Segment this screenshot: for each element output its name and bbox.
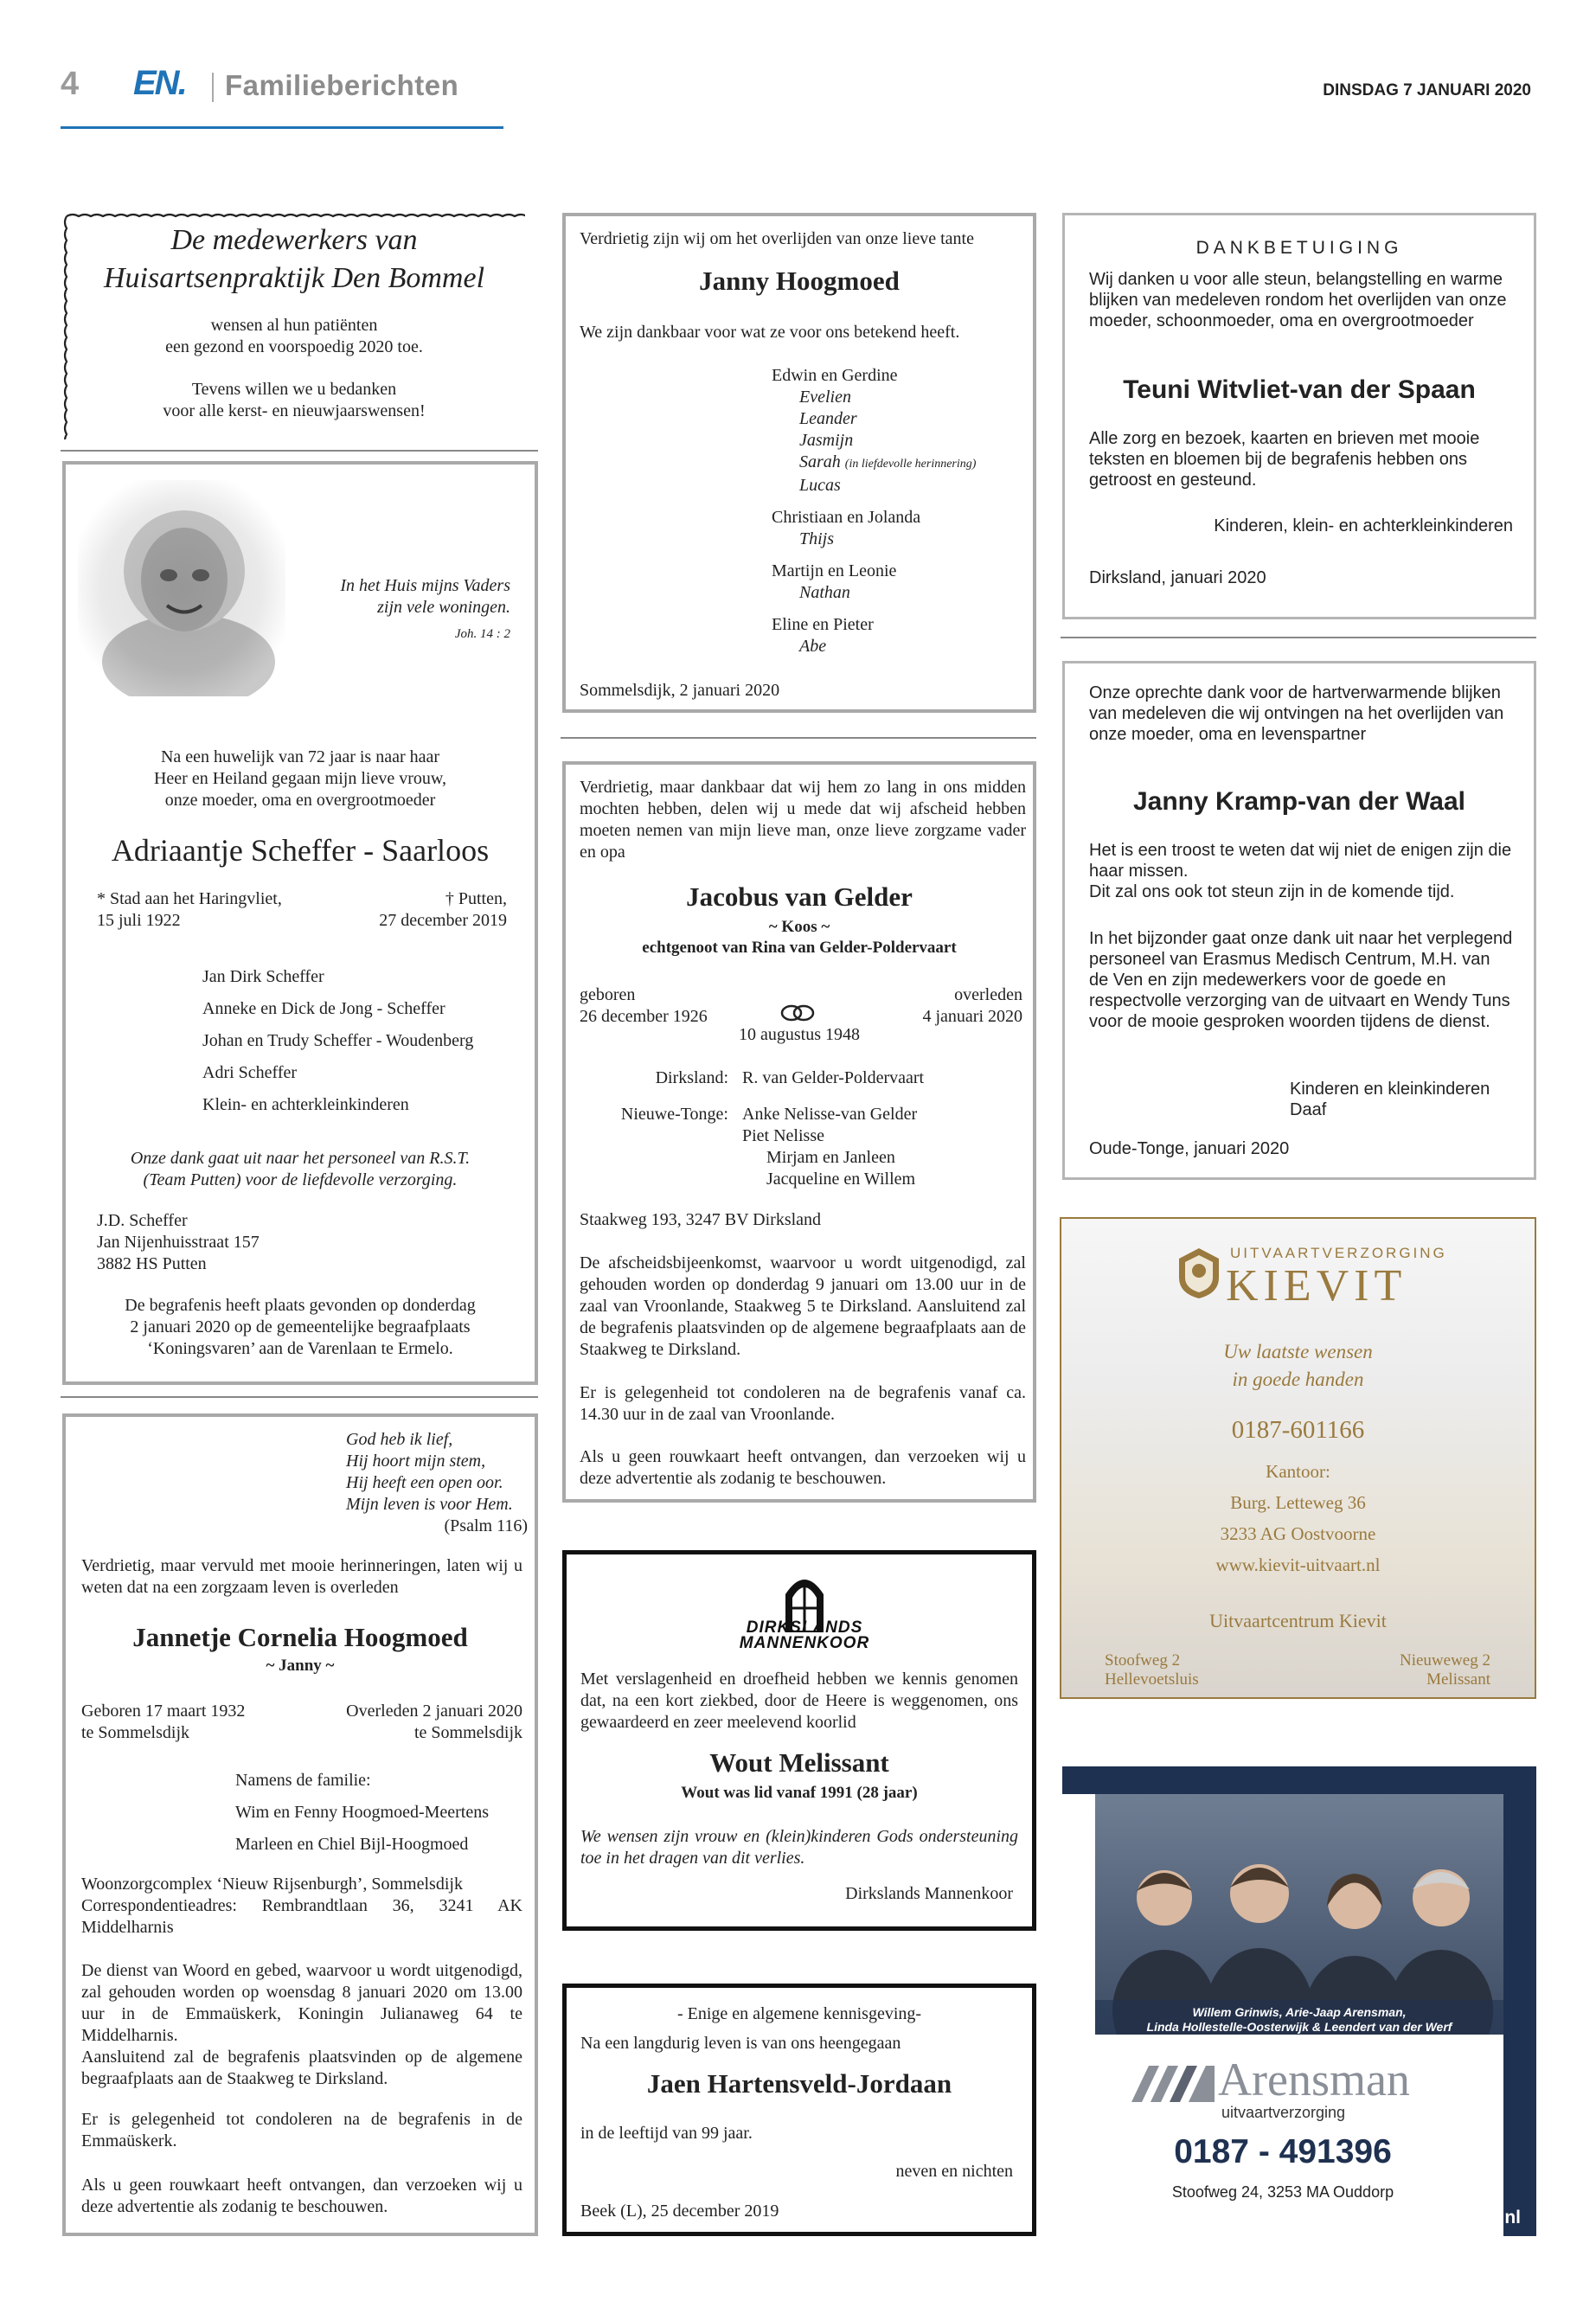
deceased-name: Jacobus van Gelder	[686, 881, 913, 912]
death-date: Overleden 2 januari 2020	[346, 1702, 522, 1721]
deceased-name: Wout Melissant	[709, 1747, 889, 1778]
deceased-name: Janny Kramp-van der Waal	[1132, 787, 1465, 816]
intro-text: Verdrietig zijn wij om het overlijden van onze lieve tante	[580, 229, 974, 248]
ad-kievit	[1060, 1217, 1536, 1699]
family-child-memory	[772, 452, 1031, 475]
intro-text: Verdrietig, maar vervuld met mooie herinneringen, laten wij u weten dat na een zorgzaam leven is overleden	[81, 1556, 522, 1597]
address-line-2: Correspondentieadres: Rembrandtlaan 36, 3241 AK Middelharnis	[81, 1896, 522, 1937]
ad-title-line-2: Huisartsenpraktijk Den Bommel	[103, 262, 485, 294]
verse-line: God heb ik lief,	[346, 1430, 453, 1449]
thanks-line-2: (Team Putten) voor de liefdevolle verzorging.	[143, 1170, 458, 1189]
brand-name: KIEVIT	[1226, 1261, 1407, 1311]
separator	[61, 1396, 538, 1398]
brand-name: Arensman	[1218, 2054, 1410, 2106]
signature: Kinderen, klein- en achterkleinkinderen	[1214, 516, 1513, 535]
ad-huisartsenpraktijk	[63, 213, 525, 439]
family-child: Jasmijn	[799, 431, 854, 450]
location-city: Melissant	[1426, 1670, 1490, 1689]
portrait-photo	[78, 480, 285, 696]
ad-hartensveld	[562, 1984, 1036, 2236]
logo-text-2: MANNENKOOR	[739, 1634, 870, 1652]
wish-text: We wensen zijn vrouw en (klein)kinderen Gods ondersteuning toe in het dragen van dit verlies.	[580, 1827, 1018, 1868]
signature: Dirkslands Mannenkoor	[845, 1884, 1013, 1903]
nickname: ~ Janny ~	[266, 1657, 335, 1675]
verse-line: Hij hoort mijn stem,	[346, 1452, 486, 1471]
team-photo	[1095, 1794, 1503, 2035]
family-couple: Eline en Pieter	[772, 615, 874, 634]
family-list	[772, 365, 1031, 657]
family-member: Jacqueline en Willem	[766, 1170, 916, 1189]
intro-text: Met verslagenheid en droefheid hebben we kennis genomen dat, na een kort ziekbed, door de Heere is weggenomen, ons gewaardeerd en zeer meelevend koorlid	[580, 1670, 1018, 1732]
header-divider	[212, 73, 214, 102]
line-1: wensen al hun patiënten	[210, 316, 378, 335]
family-child: Nathan	[799, 583, 850, 602]
separator	[61, 450, 538, 452]
ad-jannetje-hoogmoed	[62, 1413, 538, 2236]
address-line-1: Woonzorgcomplex ‘Nieuw Rijsenburgh’, Sommelsdijk	[81, 1875, 463, 1894]
family-member: Mirjam en Janleen	[766, 1148, 895, 1167]
place-date: Dirksland, januari 2020	[1089, 568, 1266, 587]
family-list	[202, 961, 531, 1121]
logo-text-1: DIRKSLANDS	[746, 1618, 863, 1637]
text-line-1: Het is een troost te weten dat wij niet de enigen zijn die haar missen.	[1089, 841, 1512, 881]
intro-line-2: Heer en Heiland gegaan mijn lieve vrouw,	[153, 769, 447, 788]
birth-info	[580, 984, 770, 1028]
phone-number: 0187 - 491396	[1174, 2133, 1392, 2170]
child-name: Sarah	[799, 452, 841, 471]
address	[81, 1874, 522, 1939]
line-4: voor alle kerst- en nieuwjaarswensen!	[163, 401, 426, 420]
address-line: Jan Nijenhuisstraat 157	[97, 1233, 260, 1252]
intro-line-1: Na een huwelijk van 72 jaar is naar haar	[160, 747, 440, 766]
issue-date: DINSDAG 7 JANUARI 2020	[1323, 81, 1531, 99]
birth-date: 26 december 1926	[580, 1007, 708, 1026]
thanks-text: Alle zorg en bezoek, kaarten en brieven met mooie teksten en bloemen bij de begrafenis hebben ons getroost en gesteund.	[1089, 429, 1480, 490]
gratitude-line: We zijn dankbaar voor wat ze voor ons betekend heeft.	[580, 323, 960, 342]
family-member: Anneke en Dick de Jong - Scheffer	[202, 999, 445, 1018]
center-name: Uitvaartcentrum Kievit	[1209, 1610, 1387, 1631]
birth-info	[97, 888, 322, 932]
ad-janny-hoogmoed	[562, 213, 1036, 713]
no-card-notice: Als u geen rouwkaart heeft ontvangen, dan verzoeken wij u deze advertentie als zodanig te beschouwen.	[81, 2176, 522, 2216]
birth-label: geboren	[580, 985, 636, 1004]
nickname: ~ Koos ~	[768, 918, 830, 936]
intro-text: Verdrietig, maar dankbaar dat wij hem zo lang in ons midden mochten hebben, delen wij u mede dat wij afscheid hebben moeten nemen van mijn lieve man, onze lieve zorgzame vader en opa	[580, 778, 1026, 862]
birth-info	[81, 1701, 306, 1744]
memory-note: (in liefdevolle herinnering)	[844, 458, 977, 471]
signature-line-1: Kinderen en kleinkinderen	[1290, 1080, 1490, 1099]
choir-logo	[714, 1570, 895, 1650]
intro-text	[66, 747, 535, 811]
photo-caption	[1095, 2005, 1503, 2035]
ad-body	[63, 315, 525, 422]
birth-place: * Stad aan het Haringvliet,	[97, 889, 282, 908]
family-header: Namens de familie:	[235, 1771, 371, 1790]
family-member: Jan Dirk Scheffer	[202, 967, 324, 986]
thanks-text	[66, 1148, 535, 1191]
death-label: overleden	[954, 985, 1022, 1004]
verse-line-1: In het Huis mijns Vaders	[340, 576, 510, 595]
ad-van-gelder	[562, 761, 1036, 1503]
bible-verse	[282, 575, 510, 645]
address: Stoofweg 24, 3253 MA Ouddorp	[1171, 2183, 1394, 2201]
family-child: Evelien	[799, 388, 851, 407]
intro-text: Onze oprechte dank voor de hartverwarmende blijken van medeleven die wij ontvingen na het overlijden van onze moeder, oma en levenspartner	[1089, 683, 1504, 744]
arensman-logo-icon	[1130, 2062, 1216, 2104]
wedding-rings-icon	[779, 1002, 817, 1024]
family-child: Abe	[799, 637, 827, 656]
no-card-notice: Als u geen rouwkaart heeft ontvangen, dan verzoeken wij u deze advertentie als zodanig te beschouwen.	[580, 1447, 1026, 1488]
funeral-line-1: De begrafenis heeft plaats gevonden op donderdag	[125, 1296, 476, 1315]
funeral-line-3: ‘Koningsvaren’ aan de Varenlaan te Ermelo.	[147, 1339, 453, 1358]
office-label: Kantoor:	[1266, 1461, 1330, 1482]
crest-icon	[1174, 1245, 1224, 1300]
death-place: te Sommelsdijk	[414, 1723, 522, 1742]
verse-line: Hij heeft een open oor.	[346, 1473, 503, 1492]
place-date: Sommelsdijk, 2 januari 2020	[580, 681, 780, 700]
death-info	[299, 1701, 522, 1744]
address	[97, 1210, 356, 1275]
notice-header: - Enige en algemene kennisgeving-	[676, 2004, 922, 2023]
intro-line-3: onze moeder, oma en overgrootmoeder	[164, 791, 436, 810]
location-street: Stoofweg 2	[1105, 1651, 1181, 1670]
family-member: Klein- en achterkleinkinderen	[202, 1095, 409, 1114]
address-line: J.D. Scheffer	[97, 1211, 188, 1230]
location-street: Nieuweweg 2	[1400, 1651, 1490, 1670]
header-rule	[61, 126, 503, 129]
marriage-date: 10 augustus 1948	[739, 1025, 860, 1044]
death-place: † Putten,	[445, 889, 507, 908]
birth-date: Geboren 17 maart 1932	[81, 1702, 246, 1721]
death-date: 27 december 2019	[379, 911, 507, 930]
place-label: Nieuwe-Tonge:	[620, 1105, 728, 1124]
ad-title	[63, 221, 525, 298]
location-1	[1105, 1651, 1278, 1689]
membership-line: Wout was lid vanaf 1991 (28 jaar)	[681, 1784, 918, 1802]
verse-reference: (Psalm 116)	[444, 1516, 528, 1535]
service-info: De dienst van Woord en gebed, waarvoor u wordt uitgenodigd, zal gehouden worden op woensdag 8 januari 2020 om 13.00 uur in de Emmaüskerk, Koningin Julianaweg 64 te Middelharnis. Aansluitend zal de begrafenis plaatsvinden op de algemene begraafplaats aan de Staakweg te Dirksland.	[81, 1961, 522, 2088]
slogan-line-1: Uw laatste wensen	[1223, 1341, 1373, 1362]
condolence-info: Er is gelegenheid tot condoleren na de begrafenis vanaf ca. 14.30 uur in de zaal van Vroonlande.	[580, 1383, 1026, 1424]
death-info	[825, 984, 1022, 1028]
special-thanks: In het bijzonder gaat onze dank uit naar het verplegend personeel van Erasmus Medisch Centrum, M.H. van de Ven en zijn medewerkers voor de goede en respectvolle verzorging van de uitvaart en Wendy Tuns voor de mooie gesproken woorden tijdens de dienst.	[1089, 929, 1513, 1031]
family-member: Johan en Trudy Scheffer - Woudenberg	[202, 1031, 474, 1050]
caption-line-1: Willem Grinwis, Arie-Jaap Arensman,	[1192, 2005, 1407, 2019]
funeral-info	[66, 1295, 535, 1360]
thanks-line-1: Onze dank gaat uit naar het personeel van R.S.T.	[130, 1149, 471, 1168]
brand-top: UITVAARTVERZORGING	[1230, 1245, 1447, 1261]
family-couple: Christiaan en Jolanda	[772, 508, 921, 527]
family-child: Leander	[799, 409, 857, 428]
intro-text: Wij danken u voor alle steun, belangstelling en warme blijken van medeleven rondom het overlijden van onze moeder, schoonmoeder, oma en overgrootmoeder	[1089, 270, 1507, 330]
phone-number: 0187-601166	[1231, 1416, 1365, 1444]
ad-kramp	[1062, 661, 1536, 1180]
family-child: Lucas	[799, 476, 841, 495]
family-member: Anke Nelisse-van Gelder	[742, 1105, 918, 1124]
ad-title: DANKBETUIGING	[1195, 238, 1403, 258]
ad-scheffer	[62, 461, 538, 1385]
spouse-line: echtgenoot van Rina van Gelder-Poldervaart	[642, 939, 957, 957]
deceased-name: Teuni Witvliet-van der Spaan	[1123, 375, 1476, 404]
psalm-verse	[346, 1429, 528, 1537]
verse-line-2: zijn vele woningen.	[377, 598, 510, 617]
place-label: Dirksland:	[655, 1068, 728, 1087]
birth-place: te Sommelsdijk	[81, 1723, 189, 1742]
section-title: Familieberichten	[225, 69, 459, 101]
family-couple: Martijn en Leonie	[772, 561, 897, 580]
intro-text: Na een langdurig leven is van ons heengegaan	[580, 2034, 901, 2053]
slogan	[1061, 1338, 1535, 1394]
family-member: Wim en Fenny Hoogmoed-Meertens	[235, 1803, 490, 1822]
page-number: 4	[61, 66, 80, 102]
condolence-info: Er is gelegenheid tot condoleren na de begrafenis in de Emmaüskerk.	[81, 2110, 522, 2150]
family-member: Piet Nelisse	[742, 1126, 824, 1145]
office-info	[1061, 1456, 1535, 1580]
separator	[1061, 637, 1536, 638]
caption-line-2: Linda Hollestelle-Oosterwijk & Leendert van der Werf	[1146, 2020, 1452, 2034]
comfort-text	[1089, 840, 1513, 902]
brand-subtitle: uitvaartverzorging	[1221, 2104, 1346, 2121]
signature-line-2: Daaf	[1290, 1100, 1327, 1119]
family-list	[235, 1765, 529, 1861]
family-child: Thijs	[799, 529, 835, 548]
deceased-name: Janny Hoogmoed	[699, 266, 900, 296]
death-info	[291, 888, 507, 932]
birth-date: 15 juli 1922	[97, 911, 181, 930]
location-city: Hellevoetsluis	[1105, 1670, 1199, 1689]
ad-title-line-1: De medewerkers van	[170, 224, 418, 256]
place-date: Oude-Tonge, januari 2020	[1089, 1139, 1290, 1158]
address-line: 3882 HS Putten	[97, 1254, 207, 1273]
family-couple: Edwin en Gerdine	[772, 366, 898, 385]
family-list	[742, 1104, 1019, 1190]
text-line-2: Dit zal ons ook tot steun zijn in de komende tijd.	[1089, 882, 1455, 901]
ad-inner-panel	[1062, 1794, 1503, 2236]
office-city: 3233 AG Oostvoorne	[1220, 1523, 1376, 1544]
ad-melissant	[562, 1550, 1036, 1931]
deceased-name: Jaen Hartensveld-Jordaan	[646, 2068, 952, 2099]
website[interactable]: www.arensmanuitvaart.nl	[1301, 2208, 1521, 2227]
newspaper-logo: EN.	[133, 64, 186, 102]
deceased-name: Adriaantje Scheffer - Saarloos	[111, 833, 490, 868]
family-member: Adri Scheffer	[202, 1063, 298, 1082]
signature	[1290, 1079, 1506, 1120]
office-street: Burg. Letteweg 36	[1230, 1492, 1366, 1513]
website[interactable]: www.kievit-uitvaart.nl	[1215, 1554, 1381, 1575]
line-2: een gezond en voorspoedig 2020 toe.	[165, 337, 423, 356]
location-2	[1321, 1651, 1490, 1689]
deceased-name: Jannetje Cornelia Hoogmoed	[132, 1622, 468, 1652]
slogan-line-2: in goede handen	[1232, 1368, 1364, 1390]
ad-witvliet	[1062, 213, 1536, 619]
age-line: in de leeftijd van 99 jaar.	[580, 2124, 753, 2143]
verse-reference: Joh. 14 : 2	[454, 627, 510, 641]
address: Staakweg 193, 3247 BV Dirksland	[580, 1210, 822, 1229]
family-member: Marleen en Chiel Bijl-Hoogmoed	[235, 1835, 469, 1854]
funeral-line-2: 2 januari 2020 op de gemeentelijke begraafplaats	[130, 1317, 471, 1336]
farewell-info: De afscheidsbijeenkomst, waarvoor u wordt uitgenodigd, zal gehouden worden op donderdag 9 januari om 13.00 uur in de zaal van Vroonlande, Staakweg 5 te Dirksland. Aansluitend zal de begrafenis plaatsvinden op de algemene begraafplaats aan de Staakweg te Dirksland.	[580, 1253, 1026, 1359]
ad-arensman	[1062, 1766, 1536, 2236]
line-3: Tevens willen we u bedanken	[191, 380, 397, 399]
verse-line: Mijn leven is voor Hem.	[346, 1495, 513, 1514]
death-date: 4 januari 2020	[922, 1007, 1022, 1026]
signature: neven en nichten	[895, 2162, 1013, 2181]
place-date: Beek (L), 25 december 2019	[580, 2202, 779, 2221]
family-member: R. van Gelder-Poldervaart	[742, 1068, 925, 1087]
separator	[561, 737, 1036, 739]
